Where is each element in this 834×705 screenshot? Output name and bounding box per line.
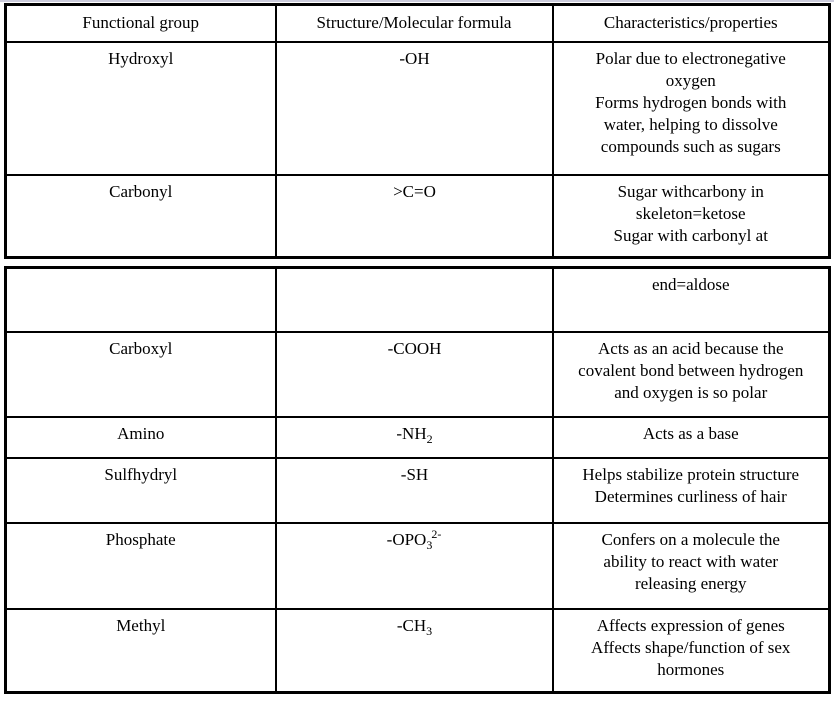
characteristics-cell — [553, 458, 830, 523]
formula-base: -SH — [400, 464, 429, 484]
group-cell: Phosphate — [6, 523, 276, 609]
group-cell: Methyl — [6, 609, 276, 693]
characteristics-line: water, helping to dissolve — [603, 114, 778, 134]
characteristics-cell — [553, 332, 830, 417]
table-row — [6, 268, 830, 332]
characteristics-line: oxygen — [665, 70, 716, 90]
formula-base: -CH — [396, 615, 427, 635]
group-cell: Amino — [6, 417, 276, 458]
characteristics-cell — [553, 417, 830, 458]
characteristics-line: hormones — [657, 659, 725, 679]
characteristics-cell — [553, 42, 830, 175]
formula-subscript: 2 — [426, 431, 433, 446]
table-row — [6, 458, 830, 523]
characteristics-line: Determines curliness of hair — [594, 486, 787, 506]
characteristics-line: Acts as a base — [642, 423, 739, 443]
formula-base: -OPO — [386, 529, 427, 549]
formula-base: -COOH — [387, 338, 442, 358]
characteristics-line: Affects expression of genes — [596, 615, 785, 635]
formula-base: -OH — [399, 48, 430, 68]
table-row — [6, 523, 830, 609]
table-row — [6, 417, 830, 458]
formula-cell — [276, 458, 553, 523]
characteristics-line: Helps stabilize protein structure — [582, 464, 800, 484]
formula-cell — [276, 42, 553, 175]
group-cell: Sulfhydryl — [6, 458, 276, 523]
characteristics-cell — [553, 175, 830, 258]
group-cell: Carbonyl — [6, 175, 276, 258]
formula-cell — [276, 523, 553, 609]
characteristics-line: compounds such as sugars — [600, 136, 781, 156]
formula-superscript: 2- — [431, 526, 442, 541]
table-row — [6, 42, 830, 175]
characteristics-line: Polar due to electronegative — [595, 48, 786, 68]
characteristics-line: skeleton=ketose — [635, 203, 746, 223]
formula-cell — [276, 175, 553, 258]
formula-cell — [276, 268, 553, 332]
formula-subscript: 3 — [426, 623, 433, 638]
characteristics-line: Confers on a molecule the — [601, 529, 780, 549]
group-cell: Carboxyl — [6, 332, 276, 417]
characteristics-cell — [553, 268, 830, 332]
formula-cell — [276, 417, 553, 458]
formula-subscript: 3 — [426, 537, 433, 552]
header-cell-structure-formula: Structure/Molecular formula — [276, 5, 553, 42]
functional-groups-table-part1 — [4, 3, 831, 259]
table-header-row — [6, 5, 830, 42]
table-row — [6, 609, 830, 693]
document-page — [0, 2, 834, 694]
header-cell-characteristics: Characteristics/properties — [553, 5, 830, 42]
characteristics-cell — [553, 523, 830, 609]
characteristics-line: Affects shape/function of sex — [591, 637, 791, 657]
characteristics-line: end=aldose — [651, 275, 730, 294]
characteristics-line: Sugar with carbonyl at — [613, 225, 768, 245]
characteristics-line: and oxygen is so polar — [614, 382, 768, 402]
characteristics-cell — [553, 609, 830, 693]
characteristics-line: Forms hydrogen bonds with — [595, 92, 787, 112]
characteristics-line: Sugar withcarbony in — [617, 181, 764, 201]
formula-cell — [276, 332, 553, 417]
characteristics-line: Acts as an acid because the — [598, 338, 784, 358]
formula-cell — [276, 609, 553, 693]
table-row — [6, 175, 830, 258]
group-cell: Hydroxyl — [6, 42, 276, 175]
formula-base: -NH — [396, 423, 427, 443]
characteristics-line: ability to react with water — [603, 551, 779, 571]
formula-base: >C=O — [393, 181, 436, 201]
characteristics-line: covalent bond between hydrogen — [578, 360, 804, 380]
characteristics-line: releasing energy — [634, 573, 747, 593]
group-cell — [6, 268, 276, 332]
header-cell-functional-group: Functional group — [6, 5, 276, 42]
table-row — [6, 332, 830, 417]
functional-groups-table-part2 — [4, 266, 831, 694]
